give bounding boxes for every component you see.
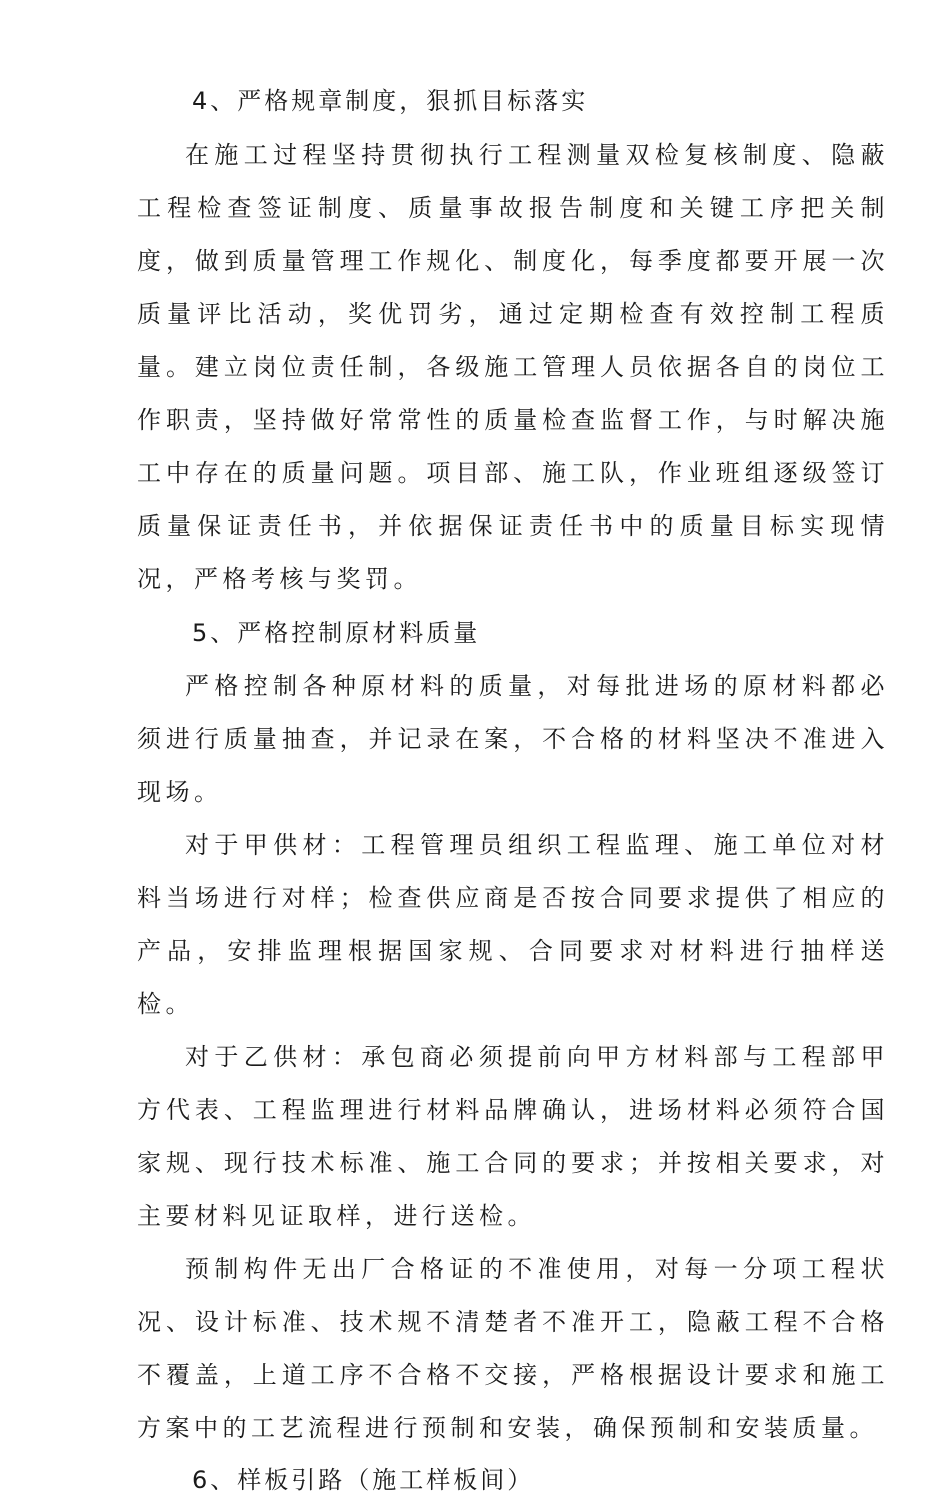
section-heading-6: 6、样板引路（施工样板间） <box>192 1466 535 1494</box>
section-heading-5: 5、严格控制原材料质量 <box>192 619 481 647</box>
document-body <box>137 76 889 1505</box>
section-heading-4: 4、严格规章制度，狠抓目标落实 <box>192 87 589 115</box>
paragraph-raw-materials: 严格控制各种原材料的质量，对每批进场的原材料都必须进行质量抽查，并记录在案，不合格的材料坚决不准进入现场。 <box>137 672 889 806</box>
paragraph-contractor-supplied: 对于乙供材：承包商必须提前向甲方材料部与工程部甲方代表、工程监理进行材料品牌确认，进场材料必须符合国家规、现行技术标准、施工合同的要求；并按相关要求，对主要材料见证取样，进行送检。 <box>137 1043 889 1230</box>
paragraph-owner-supplied: 对于甲供材：工程管理员组织工程监理、施工单位对材料当场进行对样；检查供应商是否按合同要求提供了相应的产品，安排监理根据国家规、合同要求对材料进行抽样送检。 <box>137 831 889 1018</box>
paragraph-prefab-components: 预制构件无出厂合格证的不准使用，对每一分项工程状况、设计标准、技术规不清楚者不准开工，隐蔽工程不合格不覆盖，上道工序不合格不交接，严格根据设计要求和施工方案中的工艺流程进行预制和安装，确保预制和安装质量。 <box>137 1255 889 1442</box>
paragraph-quality-system: 在施工过程坚持贯彻执行工程测量双检复核制度、隐蔽工程检查签证制度、质量事故报告制度和关键工序把关制度，做到质量管理工作规化、制度化，每季度都要开展一次质量评比活动，奖优罚劣，通过定期检查有效控制工程质量。建立岗位责任制，各级施工管理人员依据各自的岗位工作职责，坚持做好常常性的质量检查监督工作，与时解决施工中存在的质量问题。项目部、施工队，作业班组逐级签订质量保证责任书，并依据保证责任书中的质量目标实现情况，严格考核与奖罚。 <box>137 141 889 593</box>
